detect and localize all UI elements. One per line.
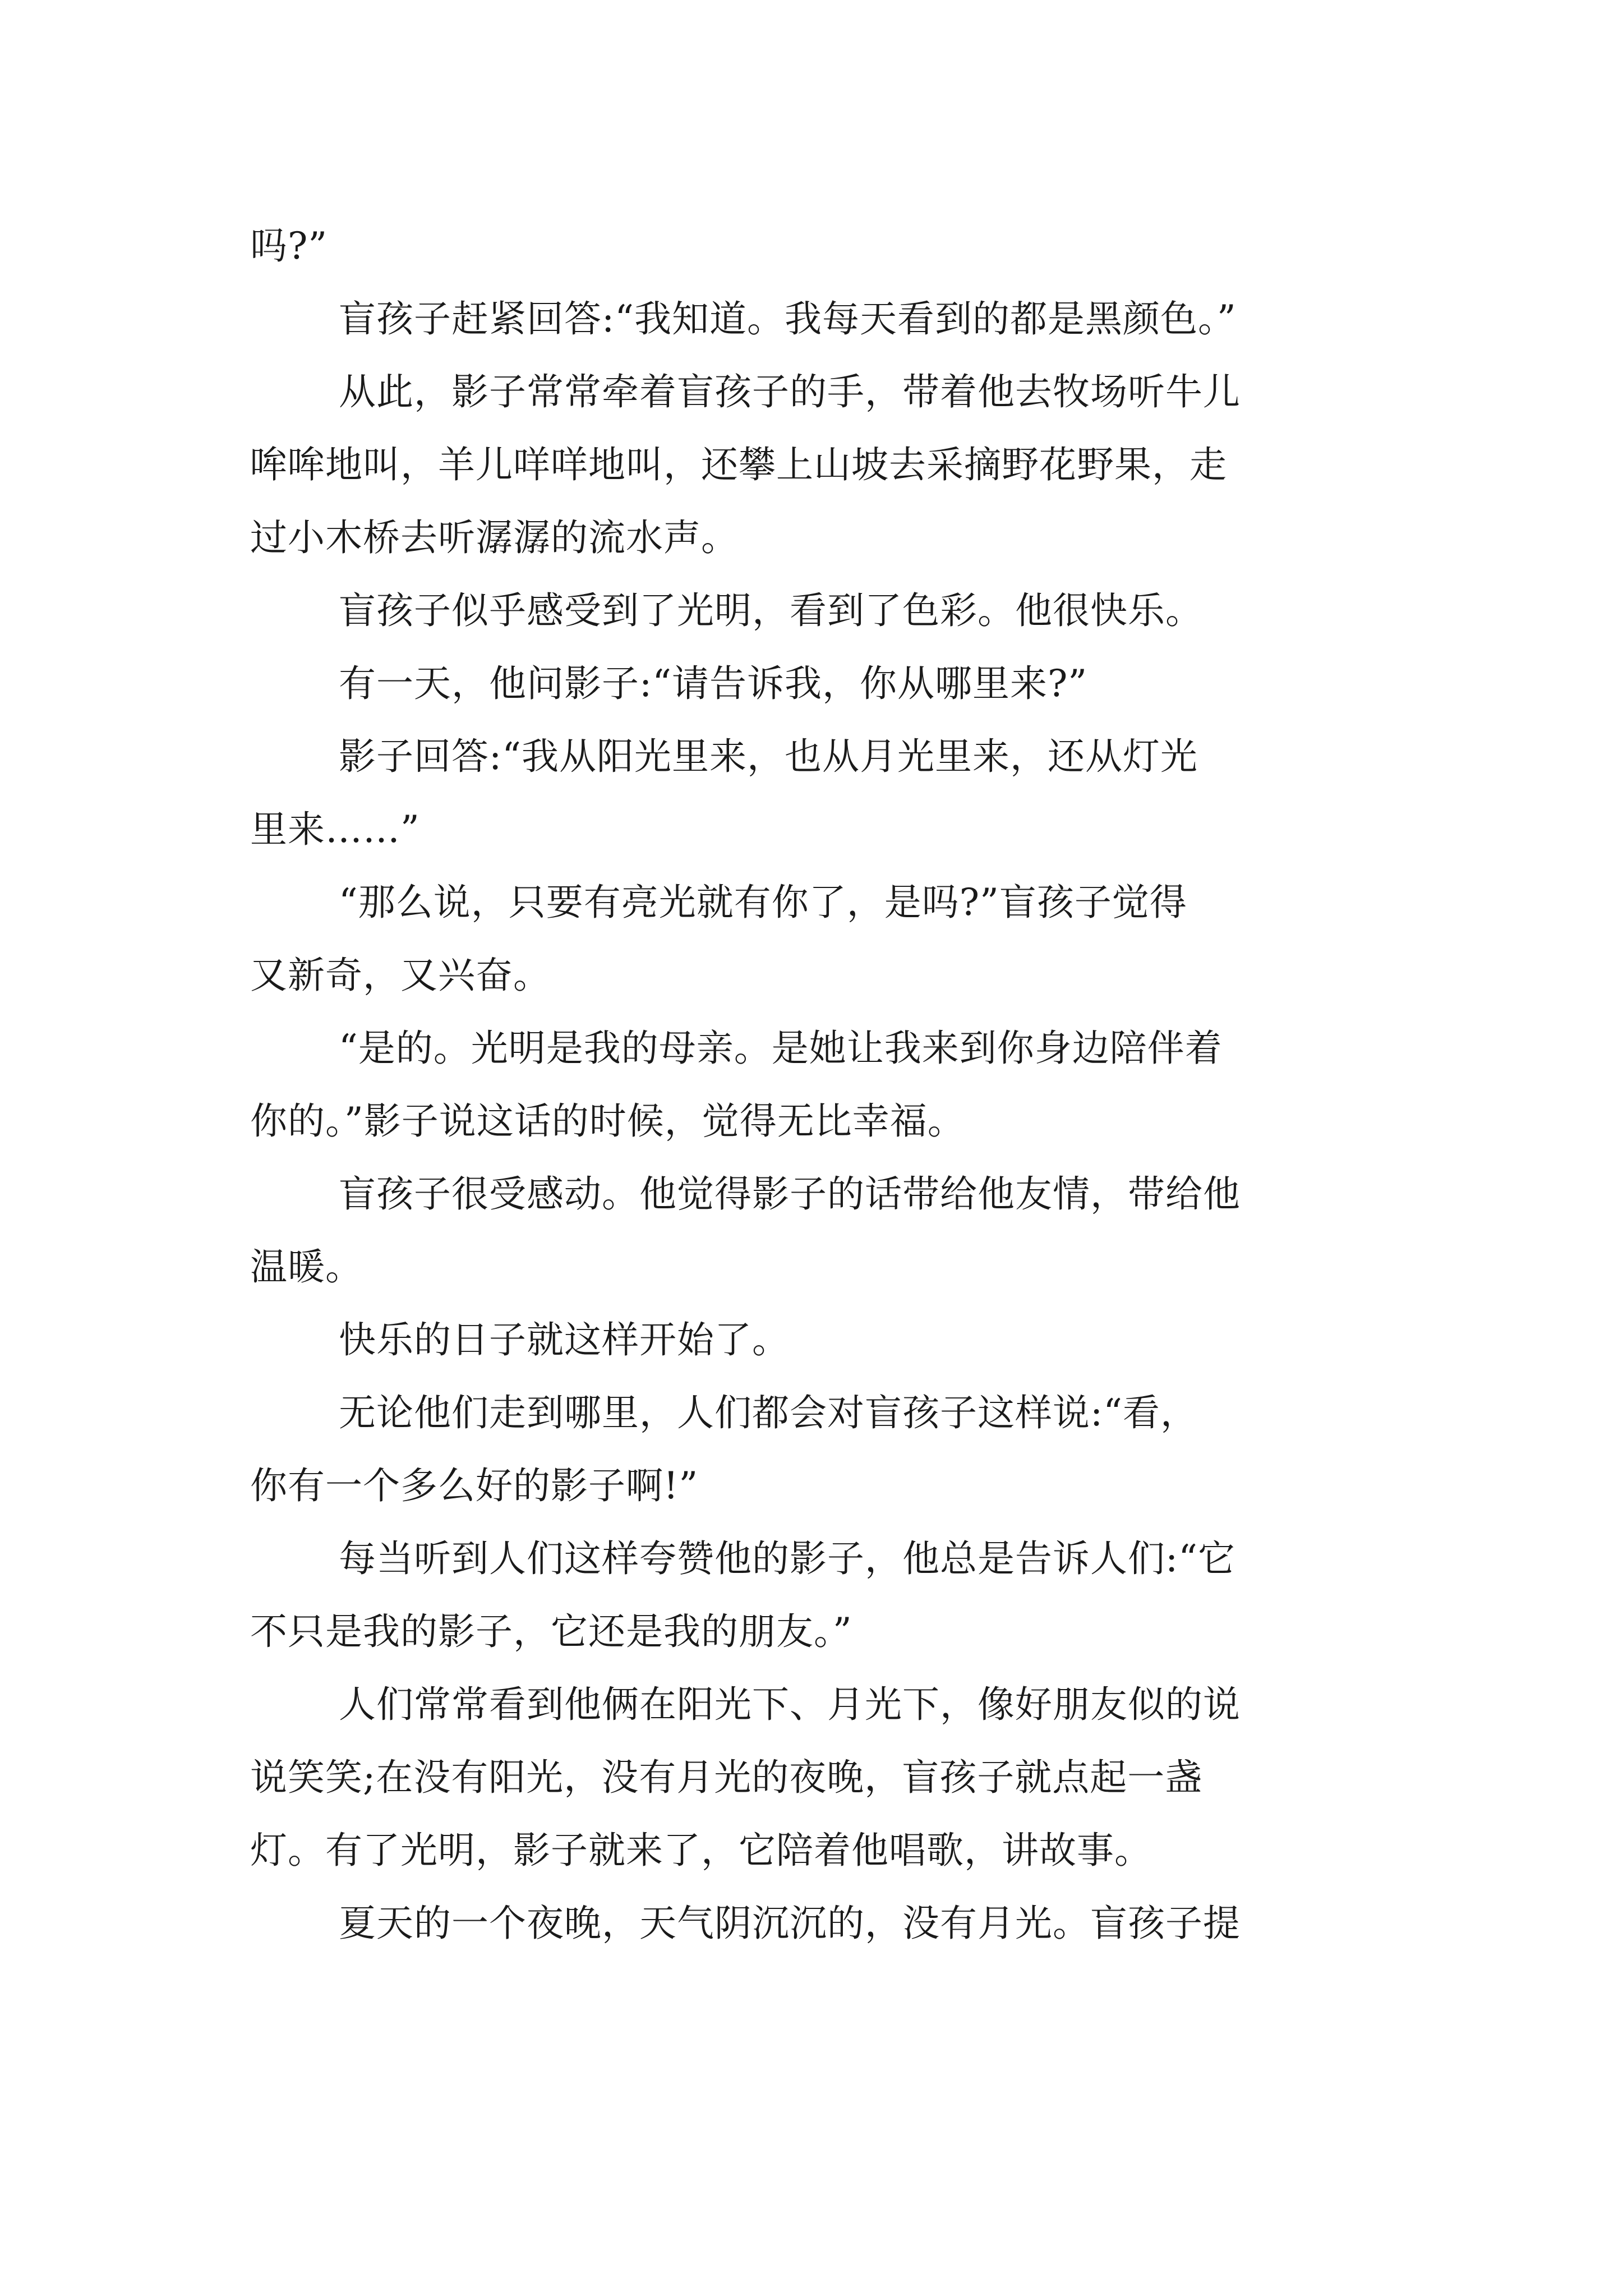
text-line: 说笑笑;在没有阳光，没有月光的夜晚，盲孩子就点起一盏 — [250, 1756, 1203, 1799]
text-line: 有一天，他问影子:“请告诉我，你从哪里来?” — [339, 662, 1088, 705]
text-line: 从此，影子常常牵着盲孩子的手，带着他去牧场听牛儿 — [339, 370, 1241, 413]
text-line: 盲孩子赶紧回答:“我知道。我每天看到的都是黑颜色。” — [339, 297, 1237, 341]
text-line: 你有一个多么好的影子啊!” — [250, 1464, 699, 1507]
text-line: 哞哞地叫，羊儿咩咩地叫，还攀上山坡去采摘野花野果，走 — [250, 443, 1227, 486]
text-line: 又新奇，又兴奋。 — [250, 954, 551, 997]
text-line: 灯。有了光明，影子就来了，它陪着他唱歌，讲故事。 — [250, 1829, 1152, 1872]
text-line: 过小木桥去听潺潺的流水声。 — [250, 516, 739, 559]
text-line: 吗?” — [250, 224, 328, 268]
text-line: 温暖。 — [250, 1245, 363, 1289]
text-line: 盲孩子很受感动。他觉得影子的话带给他友情，带给他 — [339, 1172, 1241, 1216]
text-line: 快乐的日子就这样开始了。 — [339, 1318, 790, 1361]
text-line: 盲孩子似乎感受到了光明，看到了色彩。他很快乐。 — [339, 589, 1203, 632]
text-line: 影子回答:“我从阳光里来，也从月光里来，还从灯光 — [339, 735, 1198, 778]
document-body — [250, 210, 1389, 1960]
text-line: “是的。光明是我的母亲。是她让我来到你身边陪伴着 — [339, 1027, 1223, 1070]
text-line: 不只是我的影子，它还是我的朋友。” — [250, 1610, 852, 1653]
text-line: 你的。”影子说这话的时候，觉得无比幸福。 — [250, 1099, 965, 1143]
text-line: 人们常常看到他俩在阳光下、月光下，像好朋友似的说 — [339, 1683, 1241, 1726]
text-line: 夏天的一个夜晚，天气阴沉沉的，没有月光。盲孩子提 — [339, 1902, 1241, 1945]
text-line: 每当听到人们这样夸赞他的影子，他总是告诉人们:“它 — [339, 1537, 1235, 1580]
text-line: 无论他们走到哪里，人们都会对盲孩子这样说:“看， — [339, 1391, 1198, 1434]
text-line: 里来……” — [250, 808, 420, 851]
text-line: “那么说，只要有亮光就有你了，是吗?”盲孩子觉得 — [339, 881, 1187, 924]
